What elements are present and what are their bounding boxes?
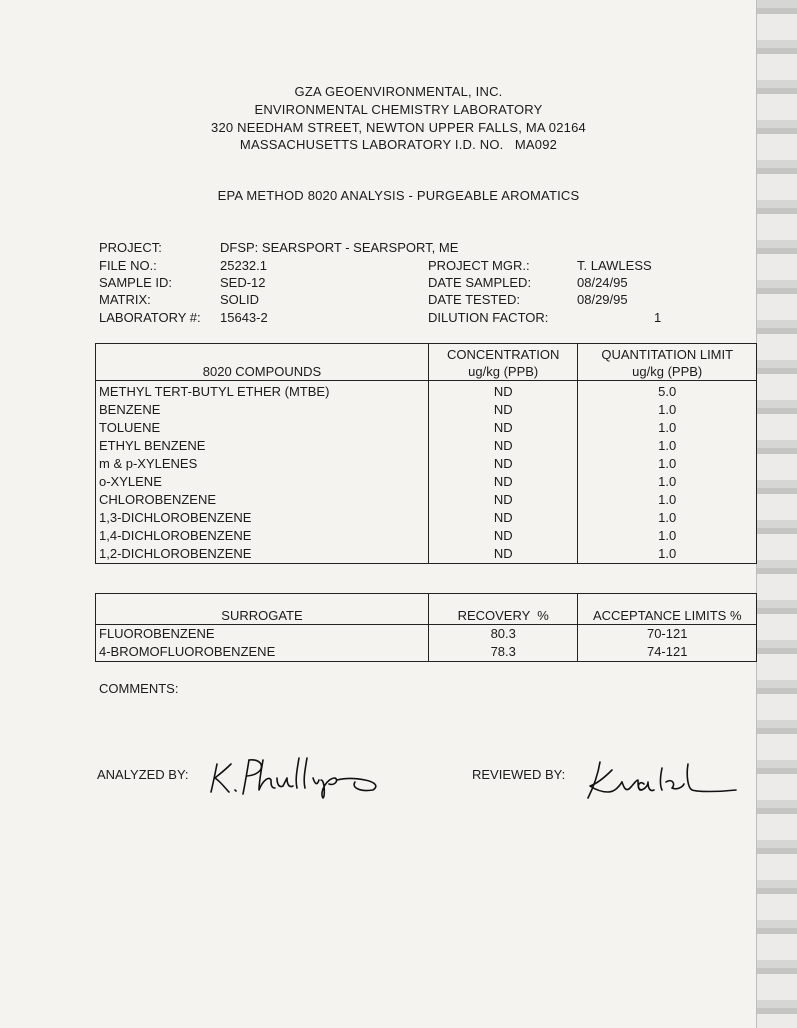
surrogate-name: FLUOROBENZENE bbox=[99, 626, 215, 641]
compound-name: 1,2-DICHLOROBENZENE bbox=[99, 546, 252, 561]
compound-row bbox=[96, 437, 757, 455]
compound-row bbox=[96, 545, 757, 564]
method-title: EPA METHOD 8020 ANALYSIS - PURGEABLE AROMATICS bbox=[217, 188, 580, 203]
analyzed-by-label: ANALYZED BY: bbox=[97, 767, 189, 782]
sample-id-label: SAMPLE ID: bbox=[99, 275, 172, 290]
comments-label: COMMENTS: bbox=[99, 681, 179, 696]
surrogate-row bbox=[96, 625, 757, 644]
surrogate-col-name: SURROGATE bbox=[96, 594, 429, 625]
compound-concentration: ND bbox=[429, 419, 578, 437]
compound-quantitation-limit: 1.0 bbox=[578, 509, 757, 527]
compound-concentration: ND bbox=[429, 473, 578, 491]
surrogate-acceptance-limits: 70-121 bbox=[578, 625, 757, 644]
surrogate-name: 4-BROMOFLUOROBENZENE bbox=[99, 644, 276, 659]
compound-row bbox=[96, 419, 757, 437]
compound-name: o-XYLENE bbox=[99, 474, 162, 489]
compound-row bbox=[96, 527, 757, 545]
compound-name: 1,3-DICHLOROBENZENE bbox=[99, 510, 252, 525]
spiral-binding bbox=[756, 0, 797, 1028]
compound-name: BENZENE bbox=[99, 402, 161, 417]
compounds-col-quantitation-limit bbox=[578, 344, 757, 381]
matrix-value: SOLID bbox=[220, 292, 260, 307]
project-label: PROJECT: bbox=[99, 240, 162, 255]
lab-address: 320 NEEDHAM STREET, NEWTON UPPER FALLS, MA 02164 bbox=[211, 120, 586, 135]
compound-quantitation-limit: 1.0 bbox=[578, 545, 757, 564]
compound-quantitation-limit: 5.0 bbox=[578, 381, 757, 402]
compound-name: TOLUENE bbox=[99, 420, 161, 435]
compound-quantitation-limit: 1.0 bbox=[578, 473, 757, 491]
compounds-table bbox=[95, 343, 757, 564]
compound-name: 1,4-DICHLOROBENZENE bbox=[99, 528, 252, 543]
compounds-col-name: 8020 COMPOUNDS bbox=[96, 344, 429, 381]
compound-concentration: ND bbox=[429, 509, 578, 527]
project-manager-value: T. LAWLESS bbox=[577, 258, 652, 273]
lab-id: MASSACHUSETTS LABORATORY I.D. NO. MA092 bbox=[239, 137, 558, 152]
compound-concentration: ND bbox=[429, 455, 578, 473]
surrogate-acceptance-limits: 74-121 bbox=[578, 643, 757, 662]
compound-quantitation-limit: 1.0 bbox=[578, 527, 757, 545]
compound-concentration: ND bbox=[429, 527, 578, 545]
date-tested-value: 08/29/95 bbox=[577, 292, 628, 307]
compound-name: m & p-XYLENES bbox=[99, 456, 198, 471]
compound-quantitation-limit: 1.0 bbox=[578, 491, 757, 509]
project-value: DFSP: SEARSPORT - SEARSPORT, ME bbox=[220, 240, 459, 255]
compound-quantitation-limit: 1.0 bbox=[578, 455, 757, 473]
lab-department: ENVIRONMENTAL CHEMISTRY LABORATORY bbox=[254, 102, 543, 117]
compound-quantitation-limit: 1.0 bbox=[578, 437, 757, 455]
project-manager-label: PROJECT MGR.: bbox=[428, 258, 530, 273]
compound-row bbox=[96, 509, 757, 527]
surrogate-table bbox=[95, 593, 757, 662]
surrogate-row bbox=[96, 643, 757, 662]
lab-name: GZA GEOENVIRONMENTAL, INC. bbox=[294, 84, 503, 99]
compound-row bbox=[96, 473, 757, 491]
laboratory-number-value: 15643-2 bbox=[220, 310, 268, 325]
compound-name: CHLOROBENZENE bbox=[99, 492, 217, 507]
compounds-header-row bbox=[96, 344, 757, 381]
compounds-col-quantitation-limit-line1: QUANTITATION LIMIT bbox=[601, 347, 734, 362]
surrogate-recovery: 80.3 bbox=[429, 625, 578, 644]
sample-id-value: SED-12 bbox=[220, 275, 266, 290]
compound-name: METHYL TERT-BUTYL ETHER (MTBE) bbox=[99, 384, 330, 399]
surrogate-col-recovery: RECOVERY % bbox=[429, 594, 578, 625]
compound-row bbox=[96, 491, 757, 509]
compound-concentration: ND bbox=[429, 381, 578, 402]
compound-quantitation-limit: 1.0 bbox=[578, 419, 757, 437]
dilution-factor-label: DILUTION FACTOR: bbox=[428, 310, 549, 325]
file-no-value: 25232.1 bbox=[220, 258, 267, 273]
surrogate-recovery: 78.3 bbox=[429, 643, 578, 662]
analyzed-by-signature bbox=[205, 750, 395, 800]
dilution-factor-value: 1 bbox=[654, 310, 662, 325]
date-sampled-label: DATE SAMPLED: bbox=[428, 275, 532, 290]
compound-concentration: ND bbox=[429, 401, 578, 419]
surrogate-header-row bbox=[96, 594, 757, 625]
date-sampled-value: 08/24/95 bbox=[577, 275, 628, 290]
compound-concentration: ND bbox=[429, 491, 578, 509]
compound-name: ETHYL BENZENE bbox=[99, 438, 206, 453]
compounds-col-concentration-line1: CONCENTRATION bbox=[447, 347, 560, 362]
compounds-col-concentration-line2: ug/kg (PPB) bbox=[468, 364, 539, 379]
reviewed-by-label: REVIEWED BY: bbox=[472, 767, 566, 782]
file-no-label: FILE NO.: bbox=[99, 258, 157, 273]
matrix-label: MATRIX: bbox=[99, 292, 151, 307]
date-tested-label: DATE TESTED: bbox=[428, 292, 520, 307]
compound-concentration: ND bbox=[429, 545, 578, 564]
compounds-col-quantitation-limit-line2: ug/kg (PPB) bbox=[632, 364, 703, 379]
surrogate-col-acceptance-limits: ACCEPTANCE LIMITS % bbox=[578, 594, 757, 625]
compound-concentration: ND bbox=[429, 437, 578, 455]
compound-quantitation-limit: 1.0 bbox=[578, 401, 757, 419]
reviewed-by-signature bbox=[578, 758, 746, 810]
compound-row bbox=[96, 381, 757, 402]
compound-row bbox=[96, 401, 757, 419]
laboratory-number-label: LABORATORY #: bbox=[99, 310, 201, 325]
compounds-col-concentration bbox=[429, 344, 578, 381]
compound-row bbox=[96, 455, 757, 473]
